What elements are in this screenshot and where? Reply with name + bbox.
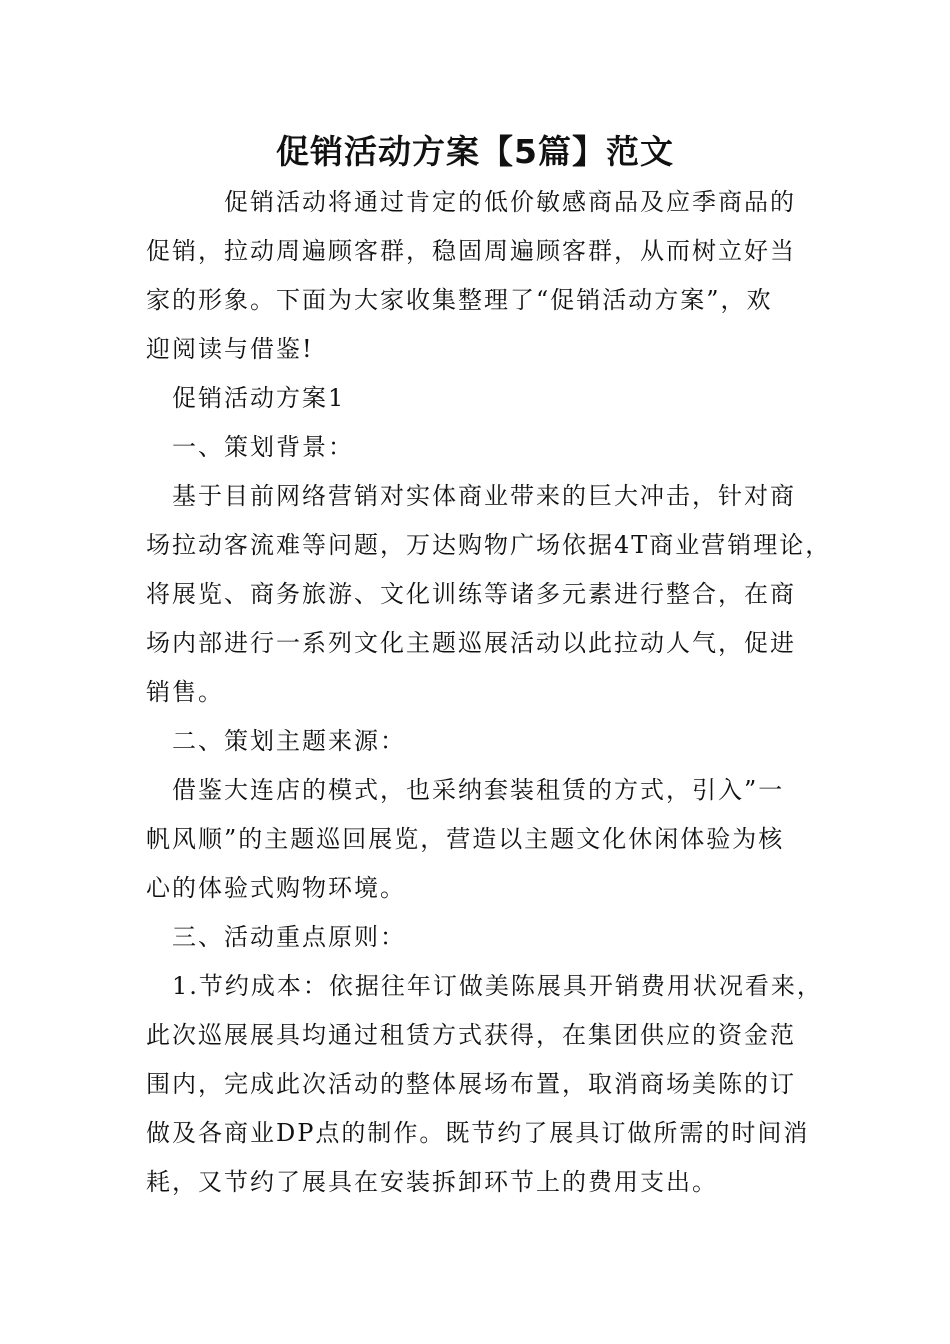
text-line: 将展览、商务旅游、文化训练等诸多元素进行整合，在商: [146, 580, 796, 608]
text-line: 做及各商业DP点的制作。既节约了展具订做所需的时间消: [146, 1119, 810, 1147]
text-line: 借鉴大连店的模式，也采纳套装租赁的方式，引入”一: [172, 776, 785, 804]
text-line: 耗，又节约了展具在安装拆卸环节上的费用支出。: [146, 1168, 718, 1196]
text-line: 促销活动将通过肯定的低价敏感商品及应季商品的: [224, 188, 796, 216]
text-line: 基于目前网络营销对实体商业带来的巨大冲击，针对商: [172, 482, 796, 510]
text-line: 家的形象。下面为大家收集整理了“促销活动方案”，欢: [146, 286, 773, 314]
heading-text: 三、活动重点原则：: [172, 923, 406, 951]
text-line: 迎阅读与借鉴!: [146, 335, 314, 363]
text-line: 心的体验式购物环境。: [146, 874, 406, 902]
text-line: 帆风顺”的主题巡回展览，营造以主题文化休闲体验为核: [146, 825, 785, 853]
section-title-text: 促销活动方案1: [172, 384, 346, 412]
paragraph-principles: [146, 962, 836, 1207]
heading-text: 二、策划主题来源：: [172, 727, 406, 755]
document-title: 促销活动方案【5篇】范文: [276, 132, 674, 171]
text-line: 场拉动客流难等问题，万达购物广场依据4T商业营销理论，: [146, 531, 832, 559]
paragraph-background: [146, 472, 836, 717]
text-line: 销售。: [146, 678, 224, 706]
text-line: 场内部进行一系列文化主题巡展活动以此拉动人气，促进: [146, 629, 796, 657]
section-title: [146, 374, 836, 423]
heading-theme-source: [146, 717, 836, 766]
heading-text: 一、策划背景：: [172, 433, 354, 461]
text-line: 1.节约成本：依据往年订做美陈展具开销费用状况看来，: [172, 972, 823, 1000]
text-line: 围内，完成此次活动的整体展场布置，取消商场美陈的订: [146, 1070, 796, 1098]
intro-paragraph: [146, 178, 836, 374]
heading-background: [146, 423, 836, 472]
text-line: 此次巡展展具均通过租赁方式获得，在集团供应的资金范: [146, 1021, 796, 1049]
document-body: [146, 178, 836, 1207]
text-line: 促销，拉动周遍顾客群，稳固周遍顾客群，从而树立好当: [146, 237, 796, 265]
paragraph-theme-source: [146, 766, 836, 913]
heading-principles: [146, 913, 836, 962]
